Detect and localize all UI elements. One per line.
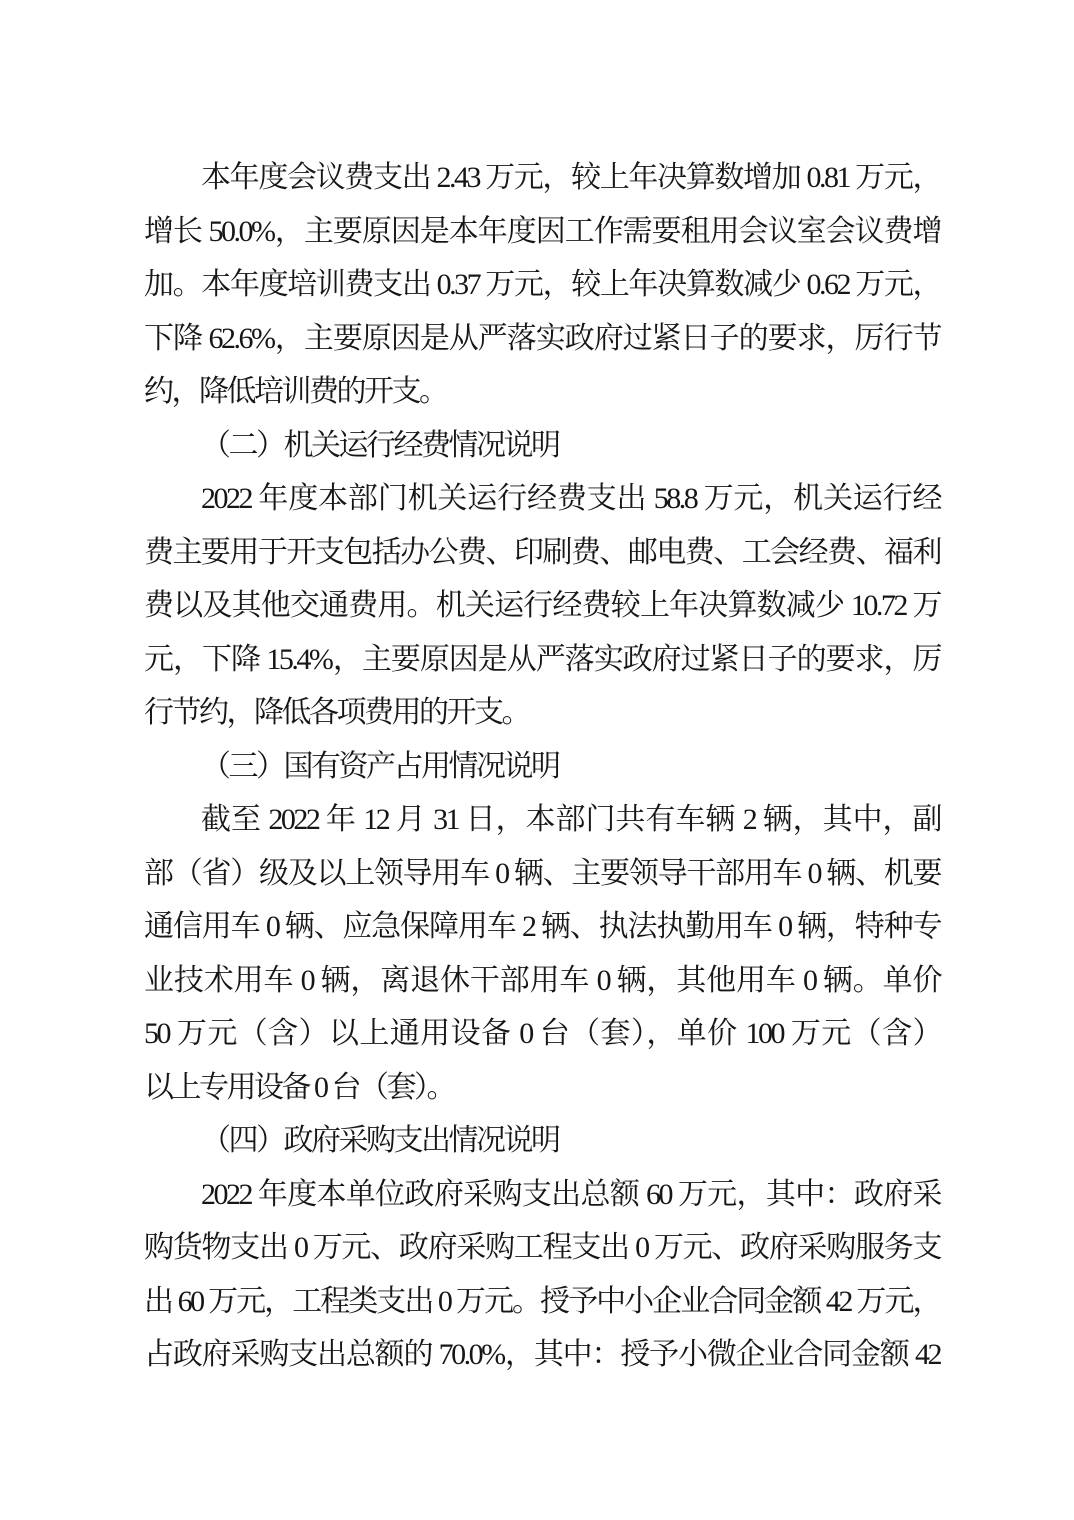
text-line: 占政府采购支出总额的 70.0%，其中：授予小微企业合同金额 42 [144,1338,940,1371]
section-heading: （四）政府采购支出情况说明 [201,1124,559,1157]
text-line: 部（省）级及以上领导用车 0 辆、主要领导干部用车 0 辆、机要 [144,856,940,890]
text-line: 约，降低培训费的开支。 [144,375,447,408]
text-line: 行节约，降低各项费用的开支。 [144,696,529,729]
text-line: 截至 2022 年 12 月 31 日，本部门共有车辆 2 辆，其中，副 [201,803,940,836]
text-line: 2022 年度本单位政府采购支出总额 60 万元，其中：政府采 [201,1177,940,1211]
document-text-block [144,151,940,1382]
text-line: 业技术用车 0 辆，离退休干部用车 0 辆，其他用车 0 辆。单价 [144,963,940,997]
text-line: 以上专用设备 0 台（套）。 [144,1070,454,1104]
text-line: 加。本年度培训费支出 0.37 万元，较上年决算数减少 0.62 万元， [144,268,940,301]
text-line: 下降 62.6%，主要原因是从严落实政府过紧日子的要求，厉行节 [144,321,940,355]
text-line: 费以及其他交通费用。机关运行经费较上年决算数减少 10.72 万 [144,589,940,622]
text-line: 本年度会议费支出 2.43 万元，较上年决算数增加 0.81 万元， [201,161,940,194]
section-heading: （二）机关运行经费情况说明 [201,428,559,462]
text-line: 出 60 万元，工程类支出 0 万元。授予中小企业合同金额 42 万元， [144,1284,940,1318]
text-line: 购货物支出 0 万元、政府采购工程支出 0 万元、政府采购服务支 [144,1231,940,1264]
text-line: 通信用车 0 辆、应急保障用车 2 辆、执法执勤用车 0 辆，特种专 [144,910,940,943]
text-line: 增长 50.0%，主要原因是本年度因工作需要租用会议室会议费增 [144,214,940,248]
text-line: 50 万元（含）以上通用设备 0 台（套），单价 100 万元（含） [144,1017,940,1050]
text-line: 元，下降 15.4%，主要原因是从严落实政府过紧日子的要求，厉 [144,642,940,676]
section-heading: （三）国有资产占用情况说明 [201,749,559,783]
text-line: 2022 年度本部门机关运行经费支出 58.8 万元，机关运行经 [201,482,940,515]
text-line: 费主要用于开支包括办公费、印刷费、邮电费、工会经费、福利 [144,535,940,569]
